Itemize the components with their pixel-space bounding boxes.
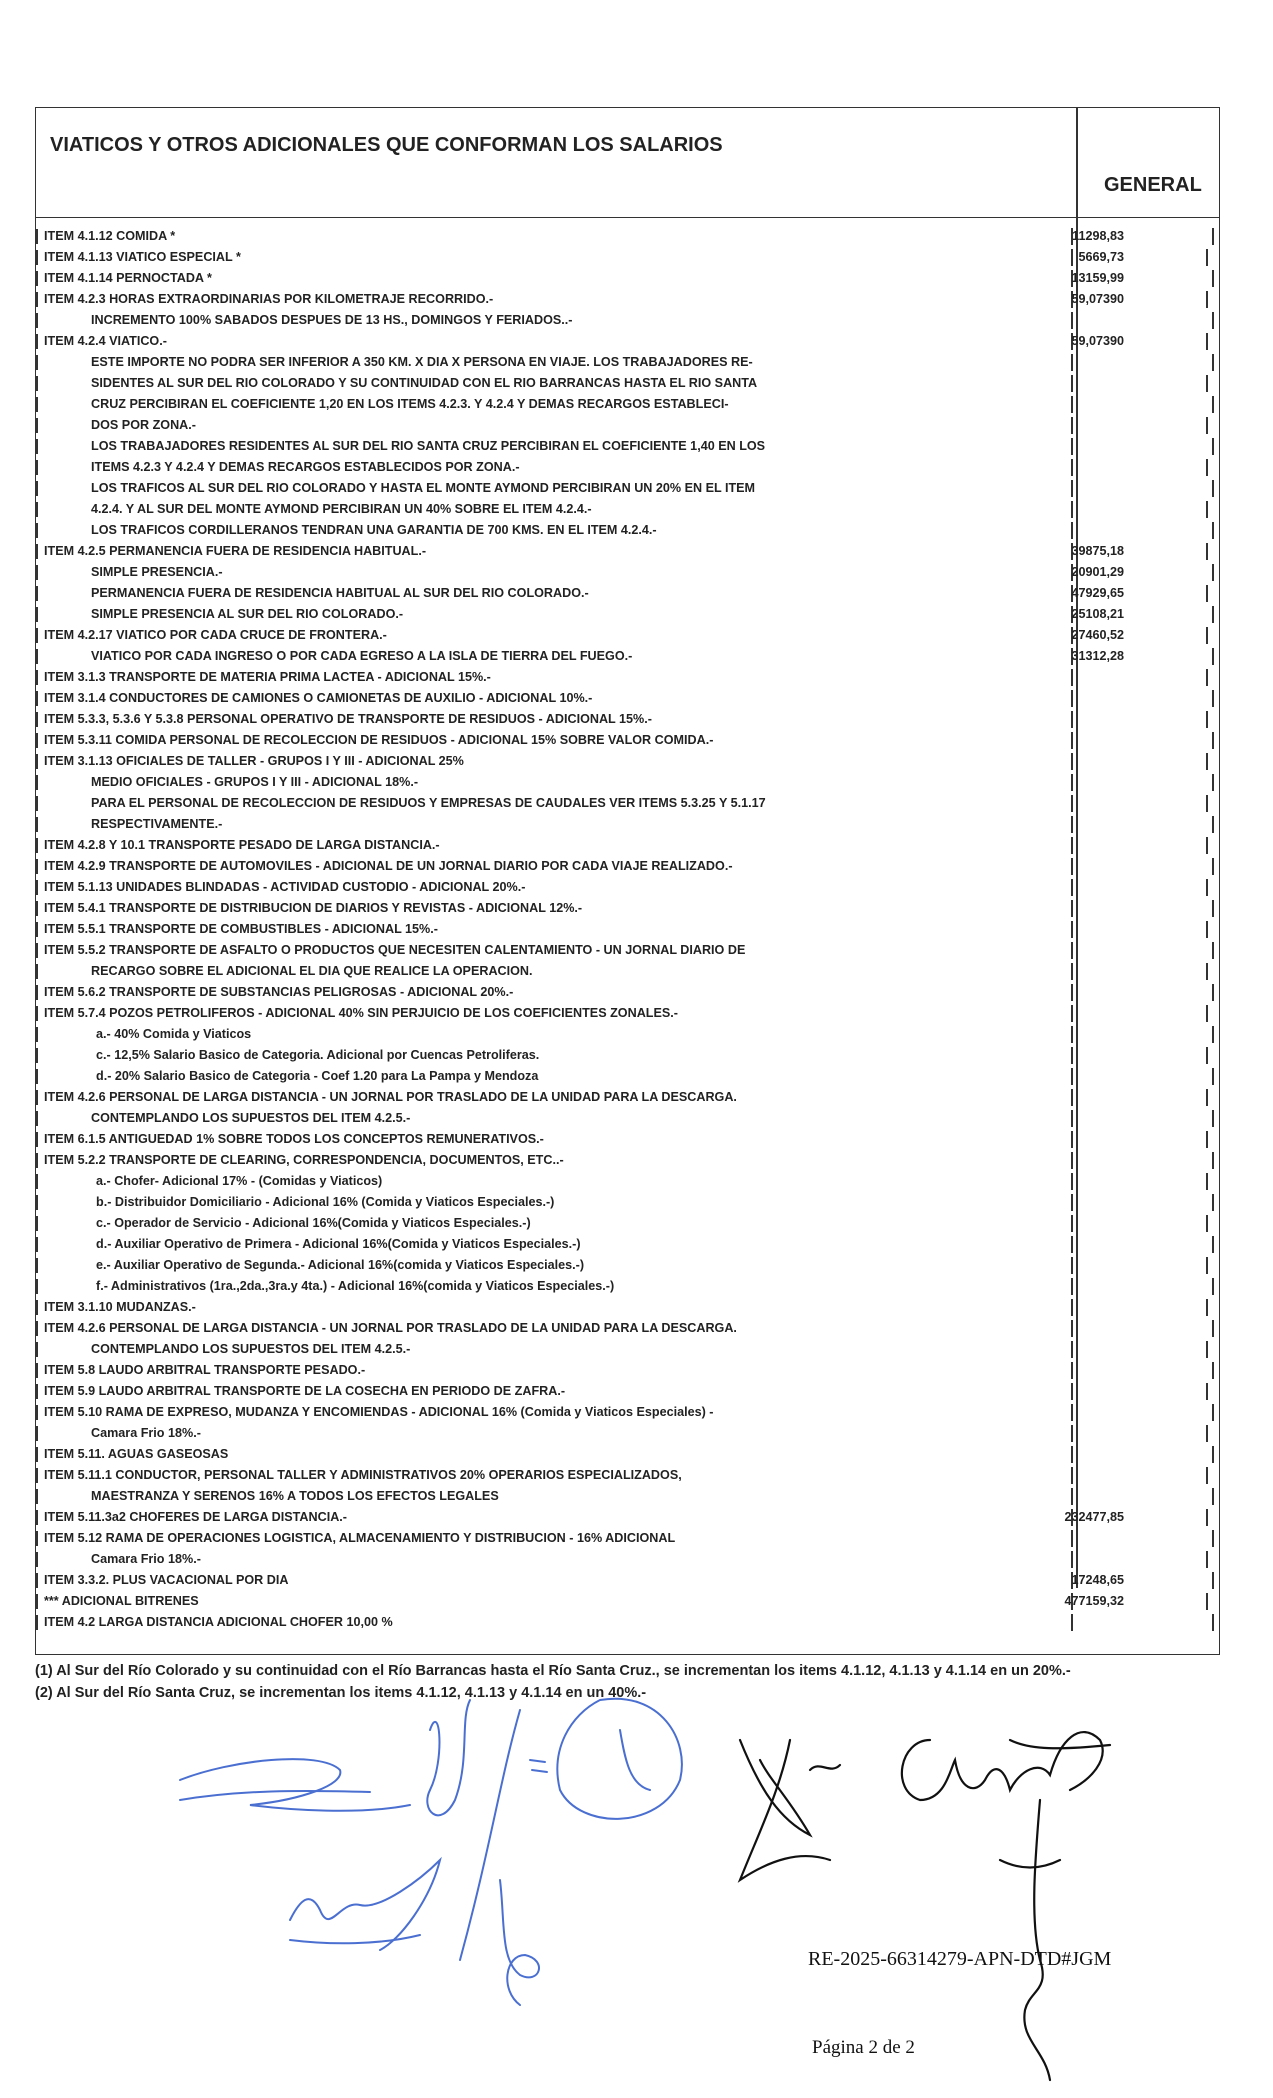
row-description: SIMPLE PRESENCIA.- <box>91 565 223 579</box>
row-description: e.- Auxiliar Operativo de Segunda.- Adicional 16%(comida y Viaticos Especiales.-) <box>96 1258 585 1272</box>
row-description: a.- 40% Comida y Viaticos <box>96 1027 252 1041</box>
row-value-general: 477159,32 <box>1064 1594 1124 1608</box>
row-description: ITEM 4.2.9 TRANSPORTE DE AUTOMOVILES - ADICIONAL DE UN JORNAL DIARIO POR CADA VIAJE REALIZADO.- <box>44 859 733 873</box>
row-description: ITEM 3.3.2. PLUS VACACIONAL POR DIA <box>44 1573 289 1587</box>
row-description: ITEM 3.1.13 OFICIALES DE TALLER - GRUPOS I Y III - ADICIONAL 25% <box>44 754 464 768</box>
row-description: d.- 20% Salario Basico de Categoria - Coef 1.20 para La Pampa y Mendoza <box>96 1069 539 1083</box>
row-description: ITEM 5.11.3a2 CHOFERES DE LARGA DISTANCIA.- <box>44 1510 347 1524</box>
row-description: Camara Frio 18%.- <box>91 1552 201 1566</box>
footnote-2: (2) Al Sur del Río Santa Cruz, se incrementan los items 4.1.12, 4.1.13 y 4.1.14 en un 40%.- <box>35 1685 647 1701</box>
row-description: CONTEMPLANDO LOS SUPUESTOS DEL ITEM 4.2.5.- <box>91 1111 411 1125</box>
row-description: ITEM 5.6.2 TRANSPORTE DE SUBSTANCIAS PELIGROSAS - ADICIONAL 20%.- <box>44 985 514 999</box>
row-description: ITEM 3.1.10 MUDANZAS.- <box>44 1300 196 1314</box>
row-description: LOS TRABAJADORES RESIDENTES AL SUR DEL RIO SANTA CRUZ PERCIBIRAN EL COEFICIENTE 1,40 EN LOS <box>91 439 766 453</box>
row-description: ITEM 5.12 RAMA DE OPERACIONES LOGISTICA, ALMACENAMIENTO Y DISTRIBUCION - 16% ADICIONAL <box>44 1531 676 1545</box>
row-description: ITEM 5.10 RAMA DE EXPRESO, MUDANZA Y ENCOMIENDAS - ADICIONAL 16% (Comida y Viaticos Especiales) - <box>44 1405 714 1419</box>
row-description: DOS POR ZONA.- <box>91 418 196 432</box>
row-value-general: 47929,65 <box>1071 586 1124 600</box>
row-description: ITEM 5.11.1 CONDUCTOR, PERSONAL TALLER Y ADMINISTRATIVOS 20% OPERARIOS ESPECIALIZADOS, <box>44 1468 682 1482</box>
row-description: ITEM 5.7.4 POZOS PETROLIFEROS - ADICIONAL 40% SIN PERJUICIO DE LOS COEFICIENTES ZONALES.- <box>44 1006 678 1020</box>
row-description: PERMANENCIA FUERA DE RESIDENCIA HABITUAL AL SUR DEL RIO COLORADO.- <box>91 586 589 600</box>
row-value-general: 232477,85 <box>1064 1510 1124 1524</box>
row-description: ITEM 5.5.2 TRANSPORTE DE ASFALTO O PRODUCTOS QUE NECESITEN CALENTAMIENTO - UN JORNAL DIARIO DE <box>44 943 746 957</box>
row-description: ITEM 4.1.12 COMIDA * <box>44 229 176 243</box>
row-description: ITEM 4.2.8 Y 10.1 TRANSPORTE PESADO DE LARGA DISTANCIA.- <box>44 838 440 852</box>
row-description: SIDENTES AL SUR DEL RIO COLORADO Y SU CONTINUIDAD CON EL RIO BARRANCAS HASTA EL RIO SANTA <box>91 376 758 390</box>
row-description: CRUZ PERCIBIRAN EL COEFICIENTE 1,20 EN LOS ITEMS 4.2.3. Y 4.2.4 Y DEMAS RECARGOS ESTABLECI- <box>91 397 729 411</box>
document-reference: RE-2025-66314279-APN-DTD#JGM <box>808 1948 1112 1970</box>
row-description: ITEM 6.1.5 ANTIGUEDAD 1% SOBRE TODOS LOS CONCEPTOS REMUNERATIVOS.- <box>44 1132 544 1146</box>
row-description: ITEM 5.5.1 TRANSPORTE DE COMBUSTIBLES - ADICIONAL 15%.- <box>44 922 438 936</box>
row-value-general: 5669,73 <box>1078 250 1124 264</box>
row-description: d.- Auxiliar Operativo de Primera - Adicional 16%(Comida y Viaticos Especiales.-) <box>96 1237 581 1251</box>
row-description: ITEM 5.9 LAUDO ARBITRAL TRANSPORTE DE LA COSECHA EN PERIODO DE ZAFRA.- <box>44 1384 566 1398</box>
row-description: PARA EL PERSONAL DE RECOLECCION DE RESIDUOS Y EMPRESAS DE CAUDALES VER ITEMS 5.3.25 Y 5.1.17 <box>91 796 766 810</box>
row-description: ITEM 5.3.3, 5.3.6 Y 5.3.8 PERSONAL OPERATIVO DE TRANSPORTE DE RESIDUOS - ADICIONAL 15%.- <box>44 712 652 726</box>
row-description: ITEM 5.2.2 TRANSPORTE DE CLEARING, CORRESPONDENCIA, DOCUMENTOS, ETC..- <box>44 1153 564 1167</box>
row-description: *** ADICIONAL BITRENES <box>44 1594 199 1608</box>
row-description: ITEM 5.11. AGUAS GASEOSAS <box>44 1447 229 1461</box>
row-description: b.- Distribuidor Domiciliario - Adicional 16% (Comida y Viaticos Especiales.-) <box>96 1195 555 1209</box>
row-description: ITEM 5.4.1 TRANSPORTE DE DISTRIBUCION DE DIARIOS Y REVISTAS - ADICIONAL 12%.- <box>44 901 583 915</box>
row-description: ITEM 4.2.4 VIATICO.- <box>44 334 167 348</box>
row-description: ITEMS 4.2.3 Y 4.2.4 Y DEMAS RECARGOS ESTABLECIDOS POR ZONA.- <box>91 460 520 474</box>
row-description: ITEM 4.2 LARGA DISTANCIA ADICIONAL CHOFER 10,00 % <box>44 1615 393 1629</box>
footnote-1: (1) Al Sur del Río Colorado y su continuidad con el Río Barrancas hasta el Río Santa Cruz., se incrementan los items 4.1.12, 4.1.13 y 4.1.14 en un 20%.- <box>35 1663 1071 1679</box>
row-description: ITEM 4.2.3 HORAS EXTRAORDINARIAS POR KILOMETRAJE RECORRIDO.- <box>44 292 494 306</box>
column-header-general: GENERAL <box>1104 174 1202 196</box>
row-description: f.- Administrativos (1ra.,2da.,3ra.y 4ta.) - Adicional 16%(comida y Viaticos Especiales.-) <box>96 1279 615 1293</box>
row-description: ITEM 4.2.5 PERMANENCIA FUERA DE RESIDENCIA HABITUAL.- <box>44 544 427 558</box>
row-value-general: 59,07390 <box>1071 334 1124 348</box>
row-description: ITEM 4.2.6 PERSONAL DE LARGA DISTANCIA - UN JORNAL POR TRASLADO DE LA UNIDAD PARA LA DESCARGA. <box>44 1090 737 1104</box>
row-description: ITEM 5.3.11 COMIDA PERSONAL DE RECOLECCION DE RESIDUOS - ADICIONAL 15% SOBRE VALOR COMIDA.- <box>44 733 714 747</box>
row-description: LOS TRAFICOS AL SUR DEL RIO COLORADO Y HASTA EL MONTE AYMOND PERCIBIRAN UN 20% EN EL ITEM <box>91 481 756 495</box>
row-description: RESPECTIVAMENTE.- <box>91 817 223 831</box>
row-value-general: 25108,21 <box>1071 607 1124 621</box>
page-number: Página 2 de 2 <box>812 2037 915 2058</box>
row-description: ITEM 4.1.13 VIATICO ESPECIAL * <box>44 250 241 264</box>
row-description: ITEM 4.1.14 PERNOCTADA * <box>44 271 212 285</box>
row-description: ITEM 4.2.17 VIATICO POR CADA CRUCE DE FRONTERA.- <box>44 628 387 642</box>
row-description: ITEM 5.1.13 UNIDADES BLINDADAS - ACTIVIDAD CUSTODIO - ADICIONAL 20%.- <box>44 880 526 894</box>
row-description: MAESTRANZA Y SERENOS 16% A TODOS LOS EFECTOS LEGALES <box>91 1489 499 1503</box>
row-description: INCREMENTO 100% SABADOS DESPUES DE 13 HS., DOMINGOS Y FERIADOS..- <box>91 313 573 327</box>
row-description: ITEM 5.8 LAUDO ARBITRAL TRANSPORTE PESADO.- <box>44 1363 366 1377</box>
table-title: VIATICOS Y OTROS ADICIONALES QUE CONFORMAN LOS SALARIOS <box>50 134 723 156</box>
row-description: 4.2.4. Y AL SUR DEL MONTE AYMOND PERCIBIRAN UN 40% SOBRE EL ITEM 4.2.4.- <box>91 502 592 516</box>
row-description: c.- 12,5% Salario Basico de Categoria. Adicional por Cuencas Petroliferas. <box>96 1048 540 1062</box>
row-value-general: 39875,18 <box>1071 544 1124 558</box>
row-description: MEDIO OFICIALES - GRUPOS I Y III - ADICIONAL 18%.- <box>91 775 419 789</box>
row-value-general: 27460,52 <box>1071 628 1124 642</box>
row-description: ITEM 4.2.6 PERSONAL DE LARGA DISTANCIA - UN JORNAL POR TRASLADO DE LA UNIDAD PARA LA DESCARGA. <box>44 1321 737 1335</box>
row-description: CONTEMPLANDO LOS SUPUESTOS DEL ITEM 4.2.5.- <box>91 1342 411 1356</box>
row-description: Camara Frio 18%.- <box>91 1426 201 1440</box>
row-description: c.- Operador de Servicio - Adicional 16%(Comida y Viaticos Especiales.-) <box>96 1216 531 1230</box>
row-description: LOS TRAFICOS CORDILLERANOS TENDRAN UNA GARANTIA DE 700 KMS. EN EL ITEM 4.2.4.- <box>91 523 657 537</box>
row-value-general: 11298,83 <box>1072 229 1124 243</box>
row-value-general: 20901,29 <box>1071 565 1124 579</box>
row-description: ESTE IMPORTE NO PODRA SER INFERIOR A 350 KM. X DIA X PERSONA EN VIAJE. LOS TRABAJADORES RE- <box>91 355 753 369</box>
row-description: RECARGO SOBRE EL ADICIONAL EL DIA QUE REALICE LA OPERACION. <box>91 964 533 978</box>
row-description: a.- Chofer- Adicional 17% - (Comidas y Viaticos) <box>96 1174 383 1188</box>
row-value-general: 17248,65 <box>1071 1573 1124 1587</box>
row-value-general: 31312,28 <box>1071 649 1124 663</box>
row-description: ITEM 3.1.4 CONDUCTORES DE CAMIONES O CAMIONETAS DE AUXILIO - ADICIONAL 10%.- <box>44 691 593 705</box>
row-value-general: 59,07390 <box>1071 292 1124 306</box>
row-description: VIATICO POR CADA INGRESO O POR CADA EGRESO A LA ISLA DE TIERRA DEL FUEGO.- <box>91 649 633 663</box>
row-description: SIMPLE PRESENCIA AL SUR DEL RIO COLORADO.- <box>91 607 404 621</box>
row-value-general: 13159,99 <box>1071 271 1124 285</box>
row-description: ITEM 3.1.3 TRANSPORTE DE MATERIA PRIMA LACTEA - ADICIONAL 15%.- <box>44 670 491 684</box>
